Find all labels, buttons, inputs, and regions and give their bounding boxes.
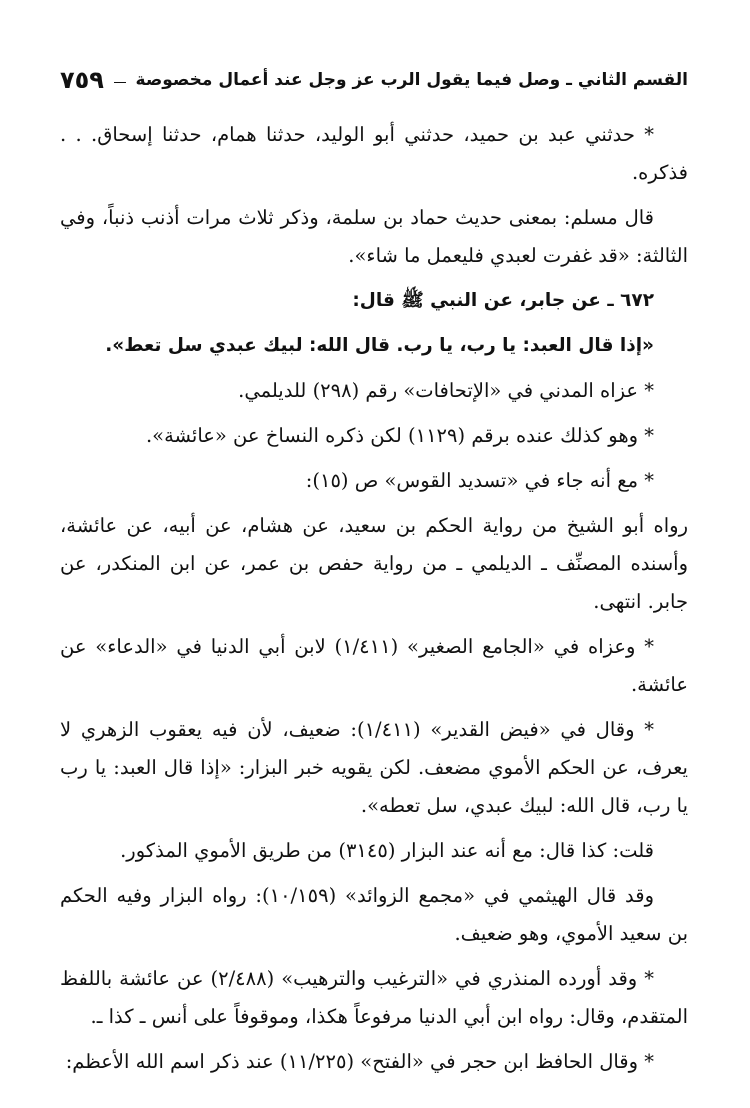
header-rule	[114, 82, 126, 83]
paragraph-abu-shaykh: رواه أبو الشيخ من رواية الحكم بن سعيد، عن هشام، عن أبيه، عن عائشة، وأسنده المصنِّف ـ الديلمي ـ من رواية حفص بن عمر، عن ابن المنكدر، عن جابر. انتهى.	[60, 514, 688, 613]
paragraph-jami-saghir: * وعزاه في «الجامع الصغير» (١/٤١١) لابن أبي الدنيا في «الدعاء» عن عائشة.	[60, 635, 688, 696]
page-body	[60, 116, 688, 1088]
paragraph-ithafat: * عزاه المدني في «الإتحافات» رقم (٢٩٨) للديلمي.	[238, 379, 654, 402]
paragraph-isnad: * حدثني عبد بن حميد، حدثني أبو الوليد، حدثنا همام، حدثنا إسحاق. . . فذكره.	[60, 123, 688, 184]
hadith-text: «إذا قال العبد: يا رب، يا رب. قال الله: لبيك عبدي سل تعط».	[105, 335, 654, 356]
hadith-heading: ٦٧٢ ـ عن جابر، عن النبي ﷺ قال:	[352, 290, 654, 311]
running-header	[60, 62, 688, 98]
header-title: القسم الثاني ـ وصل فيما يقول الرب عز وجل عند أعمال مخصوصة	[135, 70, 688, 90]
paragraph-number: * وهو كذلك عنده برقم (١١٢٩) لكن ذكره النساخ عن «عائشة».	[145, 424, 654, 447]
paragraph-fayd-qadir: * وقال في «فيض القدير» (١/٤١١): ضعيف، لأن فيه يعقوب الزهري لا يعرف، عن الحكم الأموي مضعف. لكن يقويه خبر البزار: «إذا قال العبد: يا رب يا رب، قال الله: لبيك عبدي، سل تعطه».	[60, 718, 688, 817]
paragraph-muslim: قال مسلم: بمعنى حديث حماد بن سلمة، وذكر ثلاث مرات أذنب ذنباً، وفي الثالثة: «قد غفرت لعبدي فليعمل ما شاء».	[60, 206, 688, 267]
paragraph-haythami: وقد قال الهيثمي في «مجمع الزوائد» (١٠/١٥٩): رواه البزار وفيه الحكم بن سعيد الأموي، وهو ضعيف.	[60, 884, 688, 945]
paragraph-mundhiri: * وقد أورده المنذري في «الترغيب والترهيب» (٢/٤٨٨) عن عائشة باللفظ المتقدم، وقال: رواه ابن أبي الدنيا مرفوعاً هكذا، وموقوفاً على أنس ـ كذا ـ.	[60, 967, 688, 1028]
paragraph-tasdid: * مع أنه جاء في «تسديد القوس» ص (١٥):	[305, 469, 654, 492]
page-number: ٧٥٩	[60, 66, 104, 94]
paragraph-ibn-hajar: * وقال الحافظ ابن حجر في «الفتح» (١١/٢٢٥) عند ذكر اسم الله الأعظم:	[65, 1050, 654, 1073]
paragraph-qultu: قلت: كذا قال: مع أنه عند البزار (٣١٤٥) من طريق الأموي المذكور.	[120, 839, 654, 862]
